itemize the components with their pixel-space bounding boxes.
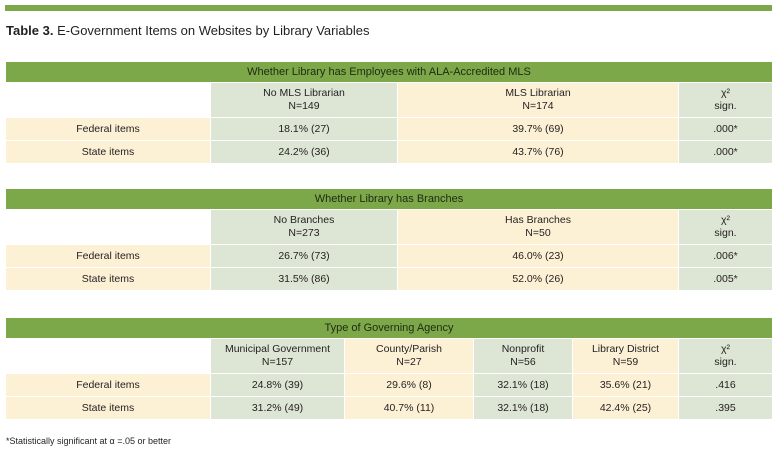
- significance-cell: .006*: [679, 245, 773, 268]
- table-cell: 31.2% (49): [211, 397, 345, 420]
- section-header: Whether Library has Employees with ALA-Accredited MLS: [6, 62, 773, 83]
- column-header: No Branches N=273: [211, 210, 398, 245]
- table-cell: 46.0% (23): [398, 245, 679, 268]
- top-accent-bar: [5, 5, 772, 11]
- branches-table: [5, 188, 773, 291]
- chi-square-header: χ² sign.: [679, 339, 773, 374]
- corner-cell: [6, 339, 211, 374]
- row-label: State items: [6, 268, 211, 291]
- section-header: Whether Library has Branches: [6, 189, 773, 210]
- table-cell: 32.1% (18): [474, 374, 573, 397]
- significance-cell: .000*: [679, 141, 773, 164]
- column-header: Has Branches N=50: [398, 210, 679, 245]
- corner-cell: [6, 210, 211, 245]
- table-cell: 39.7% (69): [398, 118, 679, 141]
- row-label: Federal items: [6, 245, 211, 268]
- table-cell: 29.6% (8): [345, 374, 474, 397]
- table-cell: 42.4% (25): [573, 397, 679, 420]
- table-cell: 26.7% (73): [211, 245, 398, 268]
- row-label: State items: [6, 397, 211, 420]
- table-row: [6, 397, 773, 420]
- section-header: Type of Governing Agency: [6, 318, 773, 339]
- table-cell: 18.1% (27): [211, 118, 398, 141]
- chi-square-header: χ² sign.: [679, 83, 773, 118]
- column-header: Library District N=59: [573, 339, 679, 374]
- table-row: [6, 141, 773, 164]
- table-row: [6, 245, 773, 268]
- governing-agency-table: [5, 317, 773, 420]
- table-cell: 24.8% (39): [211, 374, 345, 397]
- row-label: State items: [6, 141, 211, 164]
- table-cell: 24.2% (36): [211, 141, 398, 164]
- table-cell: 52.0% (26): [398, 268, 679, 291]
- table-cell: 32.1% (18): [474, 397, 573, 420]
- table-cell: 31.5% (86): [211, 268, 398, 291]
- table-cell: 43.7% (76): [398, 141, 679, 164]
- row-label: Federal items: [6, 118, 211, 141]
- mls-librarian-table: [5, 61, 773, 164]
- significance-cell: .005*: [679, 268, 773, 291]
- significance-cell: .395: [679, 397, 773, 420]
- table-cell: 35.6% (21): [573, 374, 679, 397]
- significance-cell: .000*: [679, 118, 773, 141]
- corner-cell: [6, 83, 211, 118]
- table-cell: 40.7% (11): [345, 397, 474, 420]
- table-row: [6, 268, 773, 291]
- significance-cell: .416: [679, 374, 773, 397]
- table-title: [6, 23, 369, 38]
- column-header: No MLS Librarian N=149: [211, 83, 398, 118]
- table-row: [6, 374, 773, 397]
- table-row: [6, 118, 773, 141]
- footnote: *Statistically significant at α =.05 or better: [6, 436, 172, 446]
- column-header: Nonprofit N=56: [474, 339, 573, 374]
- table-label: Table 3.: [6, 23, 54, 38]
- row-label: Federal items: [6, 374, 211, 397]
- column-header: Municipal Government N=157: [211, 339, 345, 374]
- column-header: County/Parish N=27: [345, 339, 474, 374]
- column-header: MLS Librarian N=174: [398, 83, 679, 118]
- table-title-text: E-Government Items on Websites by Library Variables: [57, 23, 370, 38]
- chi-square-header: χ² sign.: [679, 210, 773, 245]
